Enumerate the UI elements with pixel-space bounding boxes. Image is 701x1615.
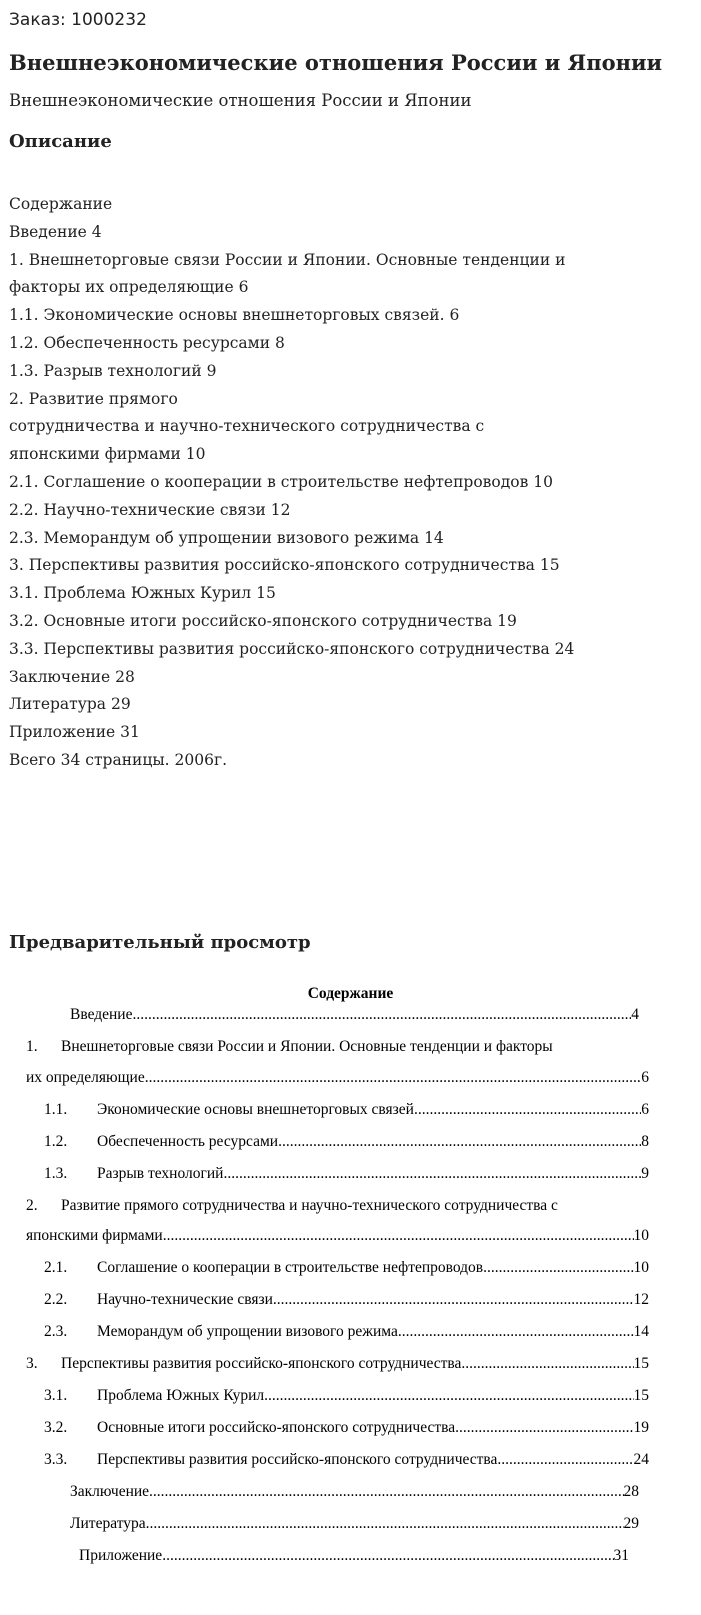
toc-entry-text: Экономические основы внешнеторговых связей. xyxy=(97,1101,418,1118)
description-line: 1.3. Разрыв технологий 9 xyxy=(9,361,217,380)
toc-entry-page: 10 xyxy=(633,1259,649,1276)
description-line: 3.1. Проблема Южных Курил 15 xyxy=(9,584,276,603)
toc-entry-text: японскими фирмами xyxy=(26,1227,163,1244)
toc-entry-page: 24 xyxy=(633,1451,649,1468)
toc-entry-1 xyxy=(26,1068,649,1088)
description-line: 1. Внешнеторговые связи России и Японии. Основные тенденции и xyxy=(9,250,566,269)
toc-title: Содержание xyxy=(307,985,394,1002)
toc-entry-number: 3.1. xyxy=(44,1387,68,1404)
toc-entry-2 xyxy=(26,1226,649,1246)
toc-entry-number: 2. xyxy=(26,1197,38,1214)
toc-entry-page: 31 xyxy=(613,1547,629,1564)
toc-entry-text: Перспективы развития российско-японского сотрудничества xyxy=(97,1451,498,1468)
toc-entry-page: 29 xyxy=(623,1515,639,1532)
toc-entry-3 xyxy=(26,1354,649,1374)
toc-entry-3-2 xyxy=(44,1418,649,1438)
toc-entry-1-3 xyxy=(44,1164,649,1184)
toc-entry-number: 2.3. xyxy=(44,1323,68,1340)
toc-entry-appendix xyxy=(79,1546,629,1566)
document-preview xyxy=(0,985,701,1615)
description-line: 2.1. Соглашение о кооперации в строительстве нефтепроводов 10 xyxy=(9,472,553,491)
description-line: 1.1. Экономические основы внешнеторговых связей. 6 xyxy=(9,306,460,325)
toc-entry-text: Заключение xyxy=(70,1483,150,1500)
toc-entry-text: Разрыв технологий xyxy=(97,1165,224,1182)
page-subtitle: Внешнеэкономические отношения России и Японии xyxy=(9,91,472,110)
toc-entry-text: Меморандум об упрощении визового режима xyxy=(97,1323,398,1340)
toc-entry-text: Приложение xyxy=(79,1547,163,1564)
toc-entry-2-2 xyxy=(44,1290,649,1310)
toc-entry-intro xyxy=(70,1005,639,1025)
description-line: 2.2. Научно-технические связи 12 xyxy=(9,500,291,519)
toc-entry-number: 2.2. xyxy=(44,1291,68,1308)
toc-entry-number: 1.1. xyxy=(44,1101,68,1118)
description-line: 2.3. Меморандум об упрощении визового режима 14 xyxy=(9,528,444,547)
toc-entry-page: 19 xyxy=(633,1419,649,1436)
description-line: 3.3. Перспективы развития российско-японского сотрудничества 24 xyxy=(9,639,575,658)
toc-entry-page: 15 xyxy=(633,1387,649,1404)
toc-entry-page: 10 xyxy=(633,1227,649,1244)
description-line: Литература 29 xyxy=(9,695,131,714)
toc-entry-3-3 xyxy=(44,1450,649,1470)
toc-entry-page: 15 xyxy=(633,1355,649,1372)
order-number: Заказ: 1000232 xyxy=(9,10,147,30)
toc-entry-text: Соглашение о кооперации в строительстве нефтепроводов xyxy=(97,1259,484,1276)
description-heading: Описание xyxy=(9,131,112,152)
toc-entry-text: их определяющие xyxy=(26,1069,145,1086)
description-line: факторы их определяющие 6 xyxy=(9,278,249,297)
toc-entry-2-3 xyxy=(44,1322,649,1342)
description-line: Заключение 28 xyxy=(9,667,135,686)
toc-entry-text: Развитие прямого сотрудничества и научно-технического сотрудничества с xyxy=(61,1197,558,1214)
toc-entry-page: 6 xyxy=(641,1101,649,1118)
toc-entry-text: Внешнеторговые связи России и Японии. Основные тенденции и факторы xyxy=(61,1038,553,1055)
toc-entry-literature xyxy=(70,1514,639,1534)
toc-entry-number: 3.2. xyxy=(44,1419,68,1436)
toc-entry-text: Литература xyxy=(70,1515,146,1532)
description-line: 3.2. Основные итоги российско-японского сотрудничества 19 xyxy=(9,611,517,630)
description-line: 1.2. Обеспеченность ресурсами 8 xyxy=(9,333,285,352)
description-body xyxy=(9,191,689,775)
description-line: сотрудничества и научно-технического сотрудничества с xyxy=(9,417,485,436)
description-line: Всего 34 страницы. 2006г. xyxy=(9,750,228,769)
description-line: 3. Перспективы развития российско-японского сотрудничества 15 xyxy=(9,556,560,575)
toc-entry-text: Перспективы развития российско-японского сотрудничества xyxy=(61,1355,462,1372)
toc-entry-number: 1.2. xyxy=(44,1133,68,1150)
description-line: 2. Развитие прямого xyxy=(9,389,178,408)
toc-entry-text: Основные итоги российско-японского сотрудничества xyxy=(97,1419,456,1436)
toc-entry-number: 1. xyxy=(26,1038,38,1055)
toc-entry-text: Проблема Южных Курил xyxy=(97,1387,265,1404)
toc-entry-page: 28 xyxy=(623,1483,639,1500)
toc-entry-conclusion xyxy=(70,1482,639,1502)
page-title: Внешнеэкономические отношения России и Японии xyxy=(9,50,663,75)
toc-entry-text: Обеспеченность ресурсами xyxy=(97,1133,279,1150)
description-line: Введение 4 xyxy=(9,222,102,241)
toc-entry-page: 4 xyxy=(631,1006,639,1023)
toc-entry-number: 3.3. xyxy=(44,1451,68,1468)
toc-entry-number: 1.3. xyxy=(44,1165,68,1182)
preview-heading: Предварительный просмотр xyxy=(9,932,311,953)
toc-entry-1-2 xyxy=(44,1132,649,1152)
description-line: Приложение 31 xyxy=(9,723,140,742)
toc-entry-page: 6 xyxy=(641,1069,649,1086)
toc-entry-text: Введение xyxy=(70,1006,133,1023)
toc-entry-page: 8 xyxy=(641,1133,649,1150)
toc-entry-page: 12 xyxy=(633,1291,649,1308)
toc-entry-number: 3. xyxy=(26,1355,38,1372)
toc-entry-page: 14 xyxy=(633,1323,649,1340)
toc-entry-2-1 xyxy=(44,1258,649,1278)
toc-entry-page: 9 xyxy=(641,1165,649,1182)
description-line: японскими фирмами 10 xyxy=(9,445,206,464)
description-line: Содержание xyxy=(9,195,113,213)
toc-entry-number: 2.1. xyxy=(44,1259,68,1276)
toc-entry-3-1 xyxy=(44,1386,649,1406)
toc-entry-text: Научно-технические связи xyxy=(97,1291,273,1308)
toc-entry-1-1 xyxy=(44,1100,649,1120)
